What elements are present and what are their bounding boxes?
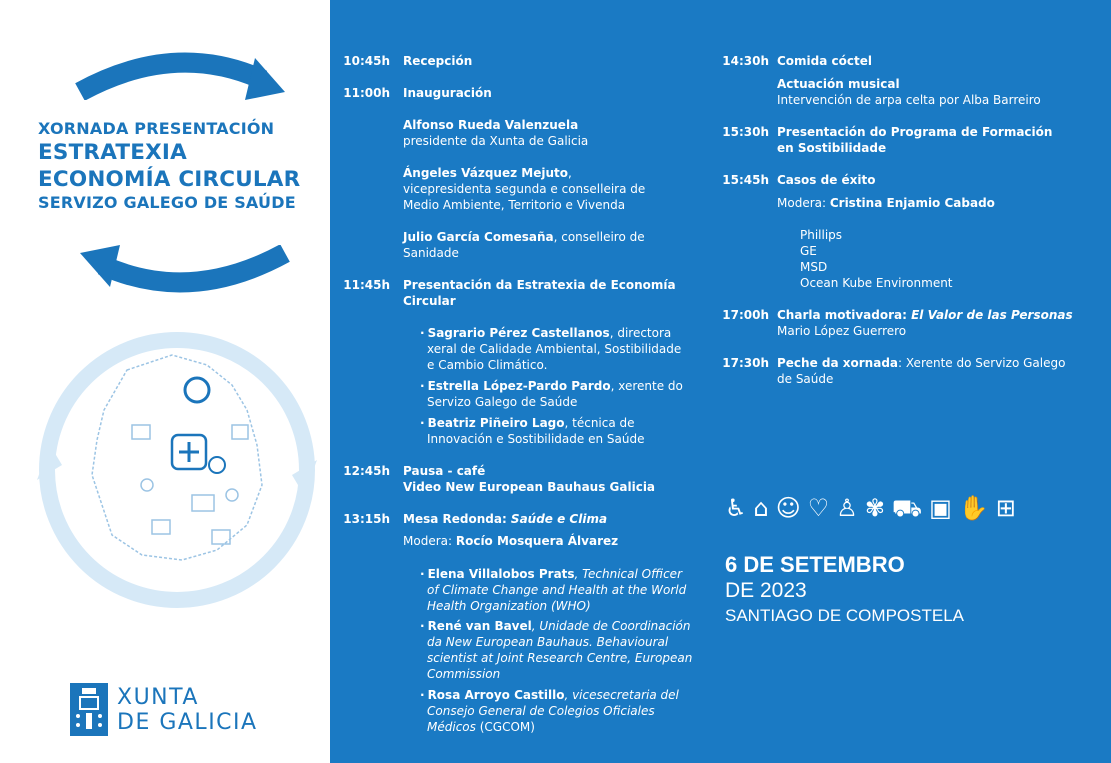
speaker-role: Médicos <box>427 720 476 734</box>
speaker-name: Ángeles Vázquez Mejuto <box>403 166 568 180</box>
event-time: 15:45h <box>722 173 769 187</box>
event-time: 13:15h <box>343 512 390 526</box>
event-date: 6 DE SETEMBRO <box>725 552 905 577</box>
event-title <box>403 277 676 309</box>
event-subtitle: Actuación musical <box>777 77 900 91</box>
ambulance-icon: ⛟ <box>891 494 923 522</box>
event-title <box>777 307 1073 323</box>
medical-tablet-icon: ▣ <box>929 494 952 522</box>
list-item: MSD <box>800 260 828 274</box>
list-item <box>420 566 686 614</box>
event-title-line: Video New European Bauhaus Galicia <box>403 480 656 494</box>
speaker-name: Elena Villalobos Prats <box>427 567 575 581</box>
event-title <box>403 511 607 527</box>
hospital-icon: ⌂ <box>753 494 769 522</box>
event-title <box>403 463 655 495</box>
logo-line1: XUNTA <box>117 684 199 710</box>
arrow-right-icon <box>75 40 290 100</box>
program-panel <box>330 0 1111 763</box>
event-title <box>777 355 1065 387</box>
title-line3: ECONOMÍA CIRCULAR <box>38 167 301 192</box>
arrow-left-icon <box>75 245 290 305</box>
list-item <box>420 687 679 735</box>
family-icon: ☺ <box>775 494 801 522</box>
speaker-role: da New European Bauhaus. Behavioural <box>427 635 669 649</box>
title-line2: ESTRATEXIA <box>38 140 187 165</box>
speaker-role: , Technical Officer <box>574 567 683 581</box>
event-time: 12:45h <box>343 464 390 478</box>
speaker-role: presidente da Xunta de Galicia <box>403 134 589 148</box>
speaker-role: , vicesecretaria del <box>564 688 679 702</box>
event-title-text: Peche da xornada <box>777 356 899 370</box>
moderator <box>777 195 995 211</box>
event-time: 17:30h <box>722 356 769 370</box>
event-title-line: en Sostibilidade <box>777 141 887 155</box>
title-line1: XORNADA PRESENTACIÓN <box>38 119 275 138</box>
event-title-line: Presentación da Estratexia de Economía <box>403 278 676 292</box>
speaker-role: Innovación e Sostibilidade en Saúde <box>427 432 645 446</box>
event-time: 11:00h <box>343 86 390 100</box>
speaker-role: , técnica de <box>564 416 635 430</box>
heart-pulse-icon: ♡ <box>807 494 830 522</box>
speaker-role: vicepresidenta segunda e conselleira de <box>403 182 646 196</box>
speaker-name: Julio García Comesaña <box>403 230 554 244</box>
event-title: Comida cóctel <box>777 54 872 68</box>
speaker-role: Commission <box>427 667 501 681</box>
event-title-italic: El Valor de las Personas <box>911 308 1073 322</box>
speaker-name: Estrella López-Pardo Pardo <box>427 379 611 393</box>
hand-care-icon: ✋ <box>958 494 989 522</box>
event-time: 17:00h <box>722 308 769 322</box>
list-item <box>420 415 644 447</box>
speaker-role: Medio Ambiente, Territorio e Vivenda <box>403 198 626 212</box>
speaker-name: Beatriz Piñeiro Lago <box>427 416 565 430</box>
event-year: DE 2023 <box>725 579 807 602</box>
speaker-name: Rosa Arroyo Castillo <box>427 688 565 702</box>
speaker-role: e Cambio Climático. <box>427 358 548 372</box>
event-title: Inauguración <box>403 86 492 100</box>
moderator-name: Rocío Mosquera Álvarez <box>455 534 619 548</box>
list-item: GE <box>800 244 817 258</box>
list-item <box>420 325 681 373</box>
company-list <box>800 227 953 291</box>
speaker-role: Consejo General de Colegios Oficiales <box>427 704 655 718</box>
event-title: Recepción <box>403 54 473 68</box>
event-description: Intervención de arpa celta por Alba Barreiro <box>777 93 1041 107</box>
title-block <box>38 119 300 213</box>
event-title-text: Mesa Redonda: <box>403 512 511 526</box>
event-time: 10:45h <box>343 54 390 68</box>
wheelchair-icon: ♿ <box>725 494 747 522</box>
list-item: Phillips <box>800 228 843 242</box>
xunta-logo <box>70 683 258 736</box>
left-panel <box>0 0 330 763</box>
galicia-map-illustration <box>32 325 322 615</box>
moderator <box>403 533 618 549</box>
speaker-role: , directora <box>609 326 672 340</box>
speaker-role: Sanidade <box>403 246 459 260</box>
event-title-italic: Saúde e Clima <box>510 512 608 526</box>
speaker-role: , xerente do <box>610 379 683 393</box>
icons-row <box>725 494 1016 522</box>
event-description: Mario López Guerrero <box>777 324 907 338</box>
event-title <box>777 124 1052 156</box>
speaker-role: scientist at Joint Research Centre, European <box>427 651 693 665</box>
event-place: SANTIAGO DE COMPOSTELA <box>725 606 964 625</box>
speaker-name: René van Bavel <box>427 619 532 633</box>
speaker-role: , conselleiro de <box>553 230 645 244</box>
event-title-text: Charla motivadora: <box>777 308 912 322</box>
speaker <box>403 117 588 149</box>
speaker-name: Alfonso Rueda Valenzuela <box>403 118 579 132</box>
speaker: Ángeles Vázquez Mejuto, vicepresidenta segunda e conselleira de Medio Ambiente, Territorio e Vivenda <box>403 166 646 212</box>
speaker-role: (CGCOM) <box>475 720 535 734</box>
speaker-role: , Unidade de Coordinación <box>531 619 691 633</box>
speaker-role: of Climate Change and Health at the World <box>427 583 687 597</box>
speaker-role: Servizo Galego de Saúde <box>427 395 578 409</box>
elderly-icon: ♙ <box>836 494 858 522</box>
event-description: de Saúde <box>777 372 834 386</box>
speaker <box>403 229 645 261</box>
plant-icon: ✾ <box>864 494 885 522</box>
list-item <box>420 618 692 682</box>
event-title-line: Presentación do Programa de Formación <box>777 125 1053 139</box>
list-item: Ocean Kube Environment <box>800 276 953 290</box>
moderator-label: Modera: <box>403 534 456 548</box>
list-item <box>420 378 683 410</box>
event-time: 11:45h <box>343 278 390 292</box>
moderator-name: Cristina Enjamio Cabado <box>829 196 995 210</box>
speaker-role: xeral de Calidade Ambiental, Sostibilidade <box>427 342 682 356</box>
event-title-line: Circular <box>403 294 456 308</box>
event-description: : Xerente do Servizo Galego <box>898 356 1066 370</box>
hospital-bed-icon: ⊞ <box>995 494 1016 522</box>
title-line4: SERVIZO GALEGO DE SAÚDE <box>38 193 296 212</box>
logo-line2: DE GALICIA <box>117 709 258 735</box>
event-title: Casos de éxito <box>777 173 876 187</box>
moderator-label: Modera: <box>777 196 830 210</box>
event-time: 14:30h <box>722 54 769 68</box>
event-time: 15:30h <box>722 125 769 139</box>
xunta-shield-icon <box>70 683 108 736</box>
speaker-role: Health Organization (WHO) <box>427 599 591 613</box>
speaker-name: Sagrario Pérez Castellanos <box>427 326 610 340</box>
event-title-line: Pausa - café <box>403 464 486 478</box>
